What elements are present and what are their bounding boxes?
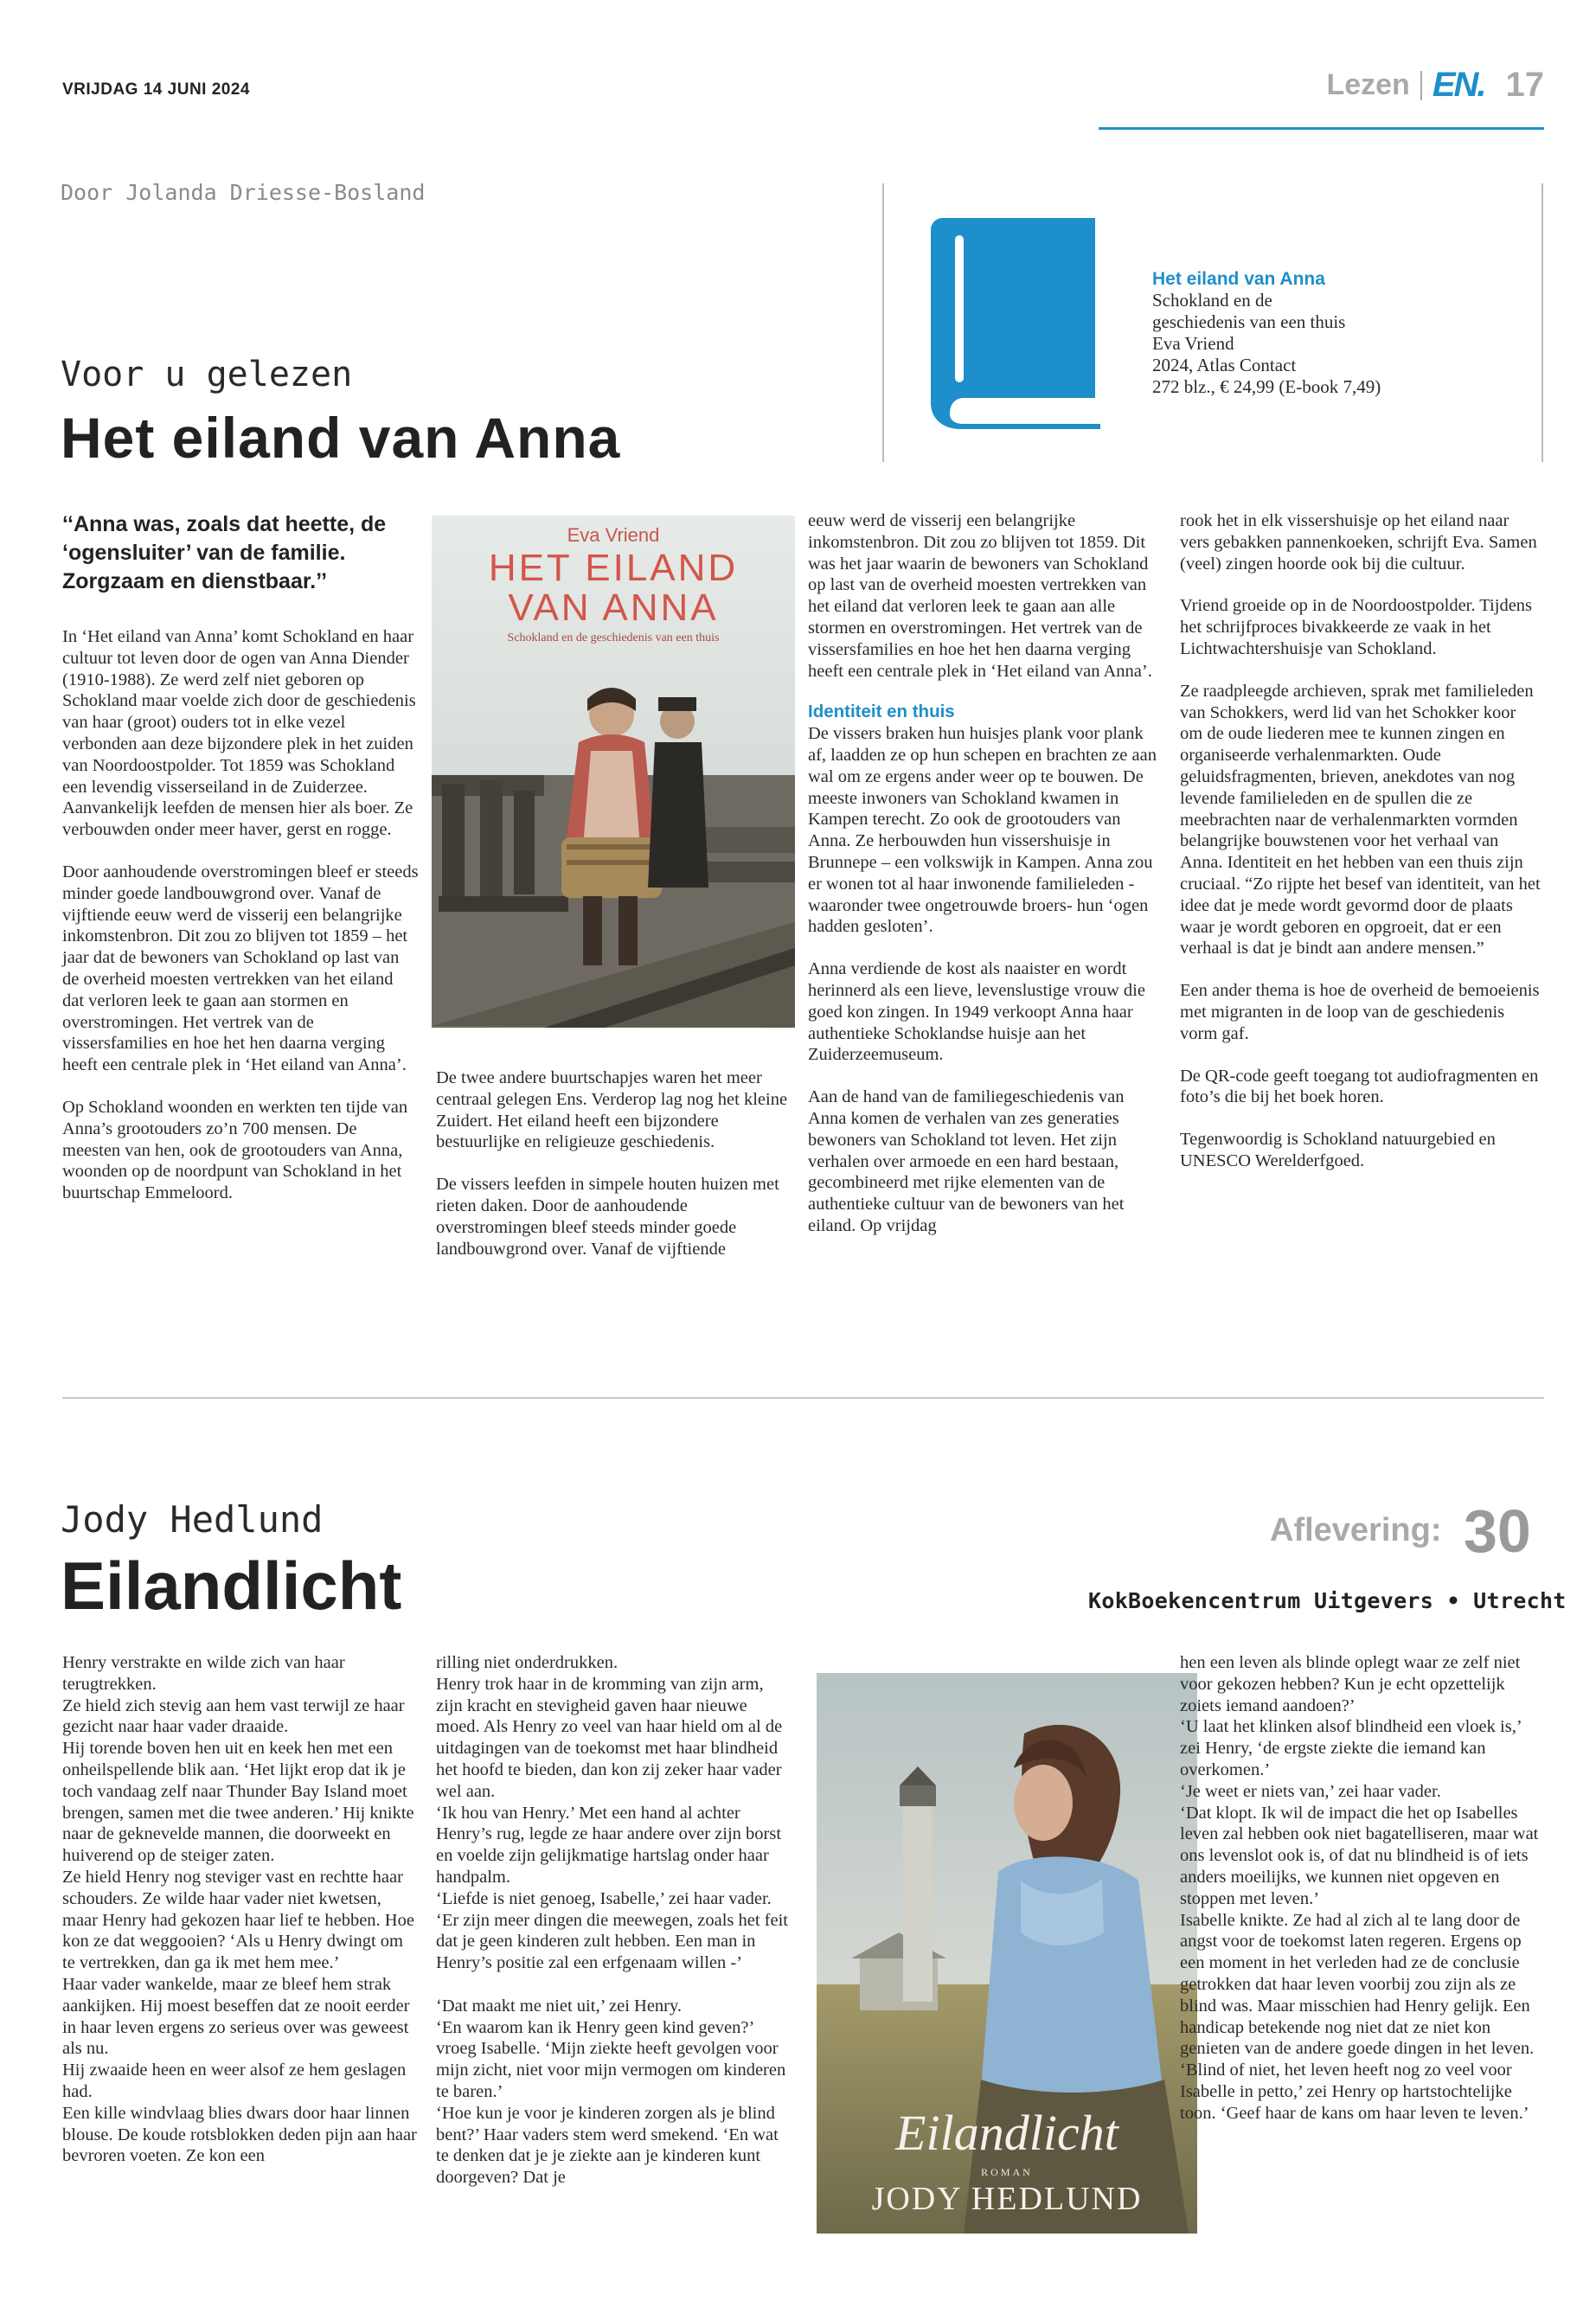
paragraph: Ze hield Henry nog steviger vast en rechtte haar schouders. Ze wilde haar vader niet kwetsen, maar Henry had gekozen haar lief te hebben. Hoe kon ze dat weggooien? ‘Als u Henry dwingt om te vertrekken, dan ga ik met hem mee.’ — [62, 1867, 414, 1973]
paragraph: ‘En waarom kan ik Henry geen kind geven?’ vroeg Isabelle. ‘Mijn ziekte heeft gevolgen voor mijn zicht, niet voor mijn vermogen om kinderen te baren.’ — [436, 2017, 786, 2101]
book-info-title: Het eiland van Anna — [1152, 269, 1325, 289]
paragraph: Tegenwoordig is Schokland natuurgebied en UNESCO Werelderfgoed. — [1180, 1130, 1496, 1170]
paragraph: ‘Je weet er niets van,’ zei haar vader. — [1180, 1781, 1441, 1801]
page-number: 17 — [1505, 66, 1544, 104]
paragraph: De QR-code geeft toegang tot audiofragmenten en foto’s die bij het boek horen. — [1180, 1066, 1539, 1107]
paragraph: rilling niet onderdrukken. — [436, 1653, 619, 1672]
review-column-1 — [62, 626, 419, 1225]
paragraph: hen een leven als blinde oplegt waar ze zelf niet voor gekozen hebben? Kun je echt opzettelijk zoiets iemand aandoen?’ — [1180, 1653, 1521, 1715]
paragraph: ‘Dat maakt me niet uit,’ zei Henry. — [436, 1996, 683, 2016]
paragraph: ‘Dat klopt. Ik wil de impact die het op Isabelles leven zal hebben ook niet bagatelliseren, maar wat ons levenslot ook is, of dat nu blindheid is of iets anders moeilijks, we kunnen niet opgeven en stoppen met leven.’ — [1180, 1803, 1539, 1908]
serial-column-1 — [62, 1652, 419, 2167]
review-column-2 — [436, 1067, 792, 1280]
serial-author: Jody Hedlund — [61, 1498, 324, 1541]
serial-column-2 — [436, 1652, 792, 2189]
paragraph: Isabelle knikte. Ze had al zich al te lang door de angst voor de toekomst laten regeren. Ergens op een moment in het verleden had ze de conclusie getrokken dat haar leven voorbij zou zijn als ze blind was. Maar misschien had Henry gelijk. Een handicap betekende nog niet dat ze niet kon genieten van de andere goede dingen in het leven. — [1180, 1910, 1535, 2059]
paragraph: Haar vader wankelde, maar ze bleef hem strak aankijken. Hij moest beseffen dat ze nooit eerder in haar leven ergens zo serieus over was geweest als nu. — [62, 1974, 410, 2059]
paragraph: Ze raadpleegde archieven, sprak met familieleden van Schokkers, werd lid van het Schokker koor om de oude liederen mee te kunnen zingen en organiseerde verhalenmarkten. Oude geluidsfragmenten, brieven, anekdotes van nog levende familieleden en de spullen die ze meebrachten naar de verhalenmarkten vormden belangrijke bouwstenen voor het verhaal van Anna. Identiteit en het hebben van een thuis zijn cruciaal. “Zo rijpte het besef van identiteit, van het idee dat je mede wordt gevormd door de plaats waar je wordt geboren en opgroeit, dat er een verhaal is dat je bindt aan andere mensen.” — [1180, 681, 1541, 958]
page-header — [1326, 66, 1544, 105]
book-info-subtitle-2: geschiedenis van een thuis — [1152, 311, 1346, 332]
episode-label: Aflevering: — [1270, 1512, 1442, 1548]
cover1-title-line-2: VAN ANNA — [508, 586, 719, 629]
cover1-title — [432, 548, 795, 628]
review-column-4 — [1180, 510, 1542, 1193]
paragraph: Hij torende boven hen uit en keek hen met een onheilspellende blik aan. ‘Het lijkt erop dat ik je toch vandaag zelf naar Thunder Bay Island moet brengen, samen met die twee anderen.’ Hij knikte naar de geknevelde mannen, die doorweekt en huiverend op de steiger zaten. — [62, 1739, 414, 1866]
byline: Door Jolanda Driesse-Bosland — [61, 180, 426, 205]
issue-date: VRIJDAG 14 JUNI 2024 — [62, 80, 250, 99]
book-icon — [931, 218, 1100, 429]
paragraph: Anna verdiende de kost als naaister en wordt herinnerd als een lieve, levenslustige vrouw die goed kon zingen. In 1949 verkoopt Anna haar authentieke Schoklandse huisje aan het Zuiderzeemuseum. — [808, 959, 1145, 1065]
paragraph: ‘Liefde is niet genoeg, Isabelle,’ zei haar vader. ‘Er zijn meer dingen die meewegen, zoals het feit dat je geen kinderen zult hebben. Een man in Henry’s positie zal een erfgenaam willen -’ — [436, 1888, 788, 1973]
paragraph: Op Schokland woonden en werkten ten tijde van Anna’s grootouders zo’n 700 mensen. De meesten van hen, ook de grootouders van Anna, woonden op de noordpunt van Schokland in het buurtschap Emmeloord. — [62, 1097, 408, 1203]
paragraph: De vissers leefden in simpele houten huizen met rieten daken. Door de aanhoudende overstromingen bleef steeds minder goede landbouwgrond over. Vanaf de vijftiende — [436, 1175, 779, 1259]
paragraph: Hij zwaaide heen en weer alsof ze hem geslagen had. — [62, 2061, 407, 2101]
paragraph: Een ander thema is hoe de overheid de bemoeienis met migranten in de loop van de geschiedenis vorm gaf. — [1180, 981, 1540, 1043]
serial-publisher: KokBoekencentrum Uitgevers • Utrecht — [1088, 1588, 1567, 1613]
episode-number: 30 — [1464, 1497, 1531, 1565]
paragraph: Henry trok haar in de kromming van zijn arm, zijn kracht en stevigheid gaven haar nieuwe moed. Als Henry zo veel van haar hield om al de uitdagingen van de toekomst met haar blindheid het hoofd te bieden, dan kon zij zeker haar vader wel aan. — [436, 1674, 783, 1801]
review-column-3 — [808, 510, 1164, 1258]
cover2-genre: ROMAN — [981, 2166, 1033, 2178]
paragraph: Ze hield zich stevig aan hem vast terwijl ze haar gezicht naar haar vader draaide. — [62, 1695, 405, 1737]
subheading: Identiteit en thuis — [808, 702, 955, 722]
infobox-divider-left — [882, 183, 884, 462]
paragraph: ‘Hoe kun je voor je kinderen zorgen als je blind bent?’ Haar vaders stem werd smekend. ‘En wat te denken dat je je ziekte aan je kinderen kunt doorgeven? Dat je — [436, 2103, 779, 2188]
infobox-divider-right — [1542, 183, 1543, 462]
paragraph: De twee andere buurtschapjes waren het meer centraal gelegen Ens. Verderop lag nog het kleine Zuidert. Het eiland heeft een bijzondere bestuurlijke en religieuze geschiedenis. — [436, 1068, 788, 1152]
paragraph: rook het in elk vissershuisje op het eiland naar vers gebakken pannenkoeken, schrijft Eva. Samen (veel) zingen hoorde ook bij die cultuur. — [1180, 511, 1537, 574]
book-info-author: Eva Vriend — [1152, 333, 1234, 354]
paragraph: De vissers braken hun huisjes plank voor plank af, laadden ze op hun schepen en brachten ze aan wal om ze ergens ander weer op te bouwen. De meeste inwoners van Schokland kwamen in Kampen terecht. Zo ook de grootouders van Anna. Ze herbouwden hun vissershuisje in Brunnepe – een volkswijk in Kampen. Anna zou er wonen tot al haar inwonende familieleden -waaronder twee ongetrouwde broers- hun ‘ogen hadden gesloten’. — [808, 724, 1157, 937]
paragraph: ‘Blind of niet, het leven heeft nog zo veel voor Isabelle in petto,’ zei Henry op hartstochtelijke toon. ‘Geef haar de kans om haar leven te leven.’ — [1180, 2061, 1529, 2123]
book-info — [1152, 268, 1381, 398]
paragraph: Aan de hand van de familiegeschiedenis van Anna komen de verhalen van zes generaties bewoners van Schokland tot leven. Het zijn verhalen over armoede en een hard bestaan, gecombineerd met rijke elementen van de authentieke cultuur van de bewoners van het eiland. Op vrijdag — [808, 1087, 1125, 1235]
cover1-subtitle: Schokland en de geschiedenis van een thuis — [507, 631, 720, 644]
section-divider — [62, 1397, 1544, 1399]
book-cover-eiland-van-anna — [432, 516, 795, 1028]
paragraph: In ‘Het eiland van Anna’ komt Schokland en haar cultuur tot leven door de ogen van Anna Diender (1910-1988). Ze werd zelf niet geboren op Schokland maar voelde zich door de geschiedenis van haar (groot) ouders tot in elke vezel verbonden aan deze bijzondere plek in het zuiden van Noordoostpolder. Tot 1859 was Schokland een levendig visserseiland in de Zuiderzee. Aanvankelijk leefden de mensen hier als boer. Ze verbouwden onder meer haver, gerst en rogge. — [62, 627, 416, 840]
header-divider — [1420, 71, 1422, 100]
paragraph: Vriend groeide op in de Noordoostpolder. Tijdens het schrijfproces bivakkeerde ze vaak in het Lichtwachtershuisje van Schokland. — [1180, 596, 1533, 658]
pull-quote: ‘‘Anna was, zoals dat heette, de ‘ogensluiter’ van de familie. Zorgzaam en dienstbaar.’’ — [62, 512, 387, 593]
cover1-author: Eva Vriend — [567, 524, 660, 546]
article-title: Het eiland van Anna — [61, 406, 621, 470]
book-info-publisher: 2024, Atlas Contact — [1152, 355, 1297, 375]
paragraph: ‘U laat het klinken alsof blindheid een vloek is,’ zei Henry, ‘de ergste ziekte die iemand kan overkomen.’ — [1180, 1717, 1522, 1779]
book-cover-eilandlicht — [817, 1673, 1197, 2234]
paragraph: Henry verstrakte en wilde zich van haar terugtrekken. — [62, 1653, 345, 1694]
article-kicker: Voor u gelezen — [61, 355, 353, 394]
paragraph: Een kille windvlaag blies dwars door haar linnen blouse. De koude rotsblokken deden pijn aan haar bevroren voeten. Ze kon een — [62, 2103, 417, 2166]
cover1-title-line-1: HET EILAND — [488, 547, 739, 589]
section-label: Lezen — [1326, 68, 1410, 101]
newspaper-logo: EN. — [1432, 66, 1485, 104]
book-info-price: 272 blz., € 24,99 (E-book 7,49) — [1152, 376, 1381, 397]
book-info-subtitle-1: Schokland en de — [1152, 290, 1272, 311]
header-rule — [1099, 127, 1544, 130]
cover2-title: Eilandlicht — [895, 2105, 1118, 2161]
paragraph: ‘Ik hou van Henry.’ Met een hand al achter Henry’s rug, legde ze haar andere over zijn borst en voelde zijn gelijkmatige hartslag onder haar handpalm. — [436, 1803, 782, 1887]
paragraph: Door aanhoudende overstromingen bleef er steeds minder goede landbouwgrond over. Vanaf de vijftiende eeuw werd de visserij een belangrijke inkomstenbron. Dit zou zo blijven tot 1859 – het jaar dat de bewoners van Schokland op last van de overheid moesten vertrekken van het eiland dat verloren leek te gaan aan stormen en overstromingen. Het vertrek van de vissersfamilies en hoe het hen daarna verging heeft een centrale plek in ‘Het eiland van Anna’. — [62, 862, 419, 1075]
paragraph: eeuw werd de visserij een belangrijke inkomstenbron. Dit zou zo blijven tot 1859. Dit was het jaar waarin de bewoners van Schokland op last van de overheid moesten vertrekken van het eiland dat verloren leek te gaan aan alle stormen en overstromingen. Het vertrek van de vissersfamilies en hoe het hen daarna verging heeft een centrale plek in ‘Het eiland van Anna’. — [808, 511, 1152, 681]
serial-title: Eilandlicht — [61, 1548, 402, 1624]
serial-column-4 — [1180, 1652, 1542, 2125]
cover2-author: JODY HEDLUND — [871, 2181, 1143, 2217]
